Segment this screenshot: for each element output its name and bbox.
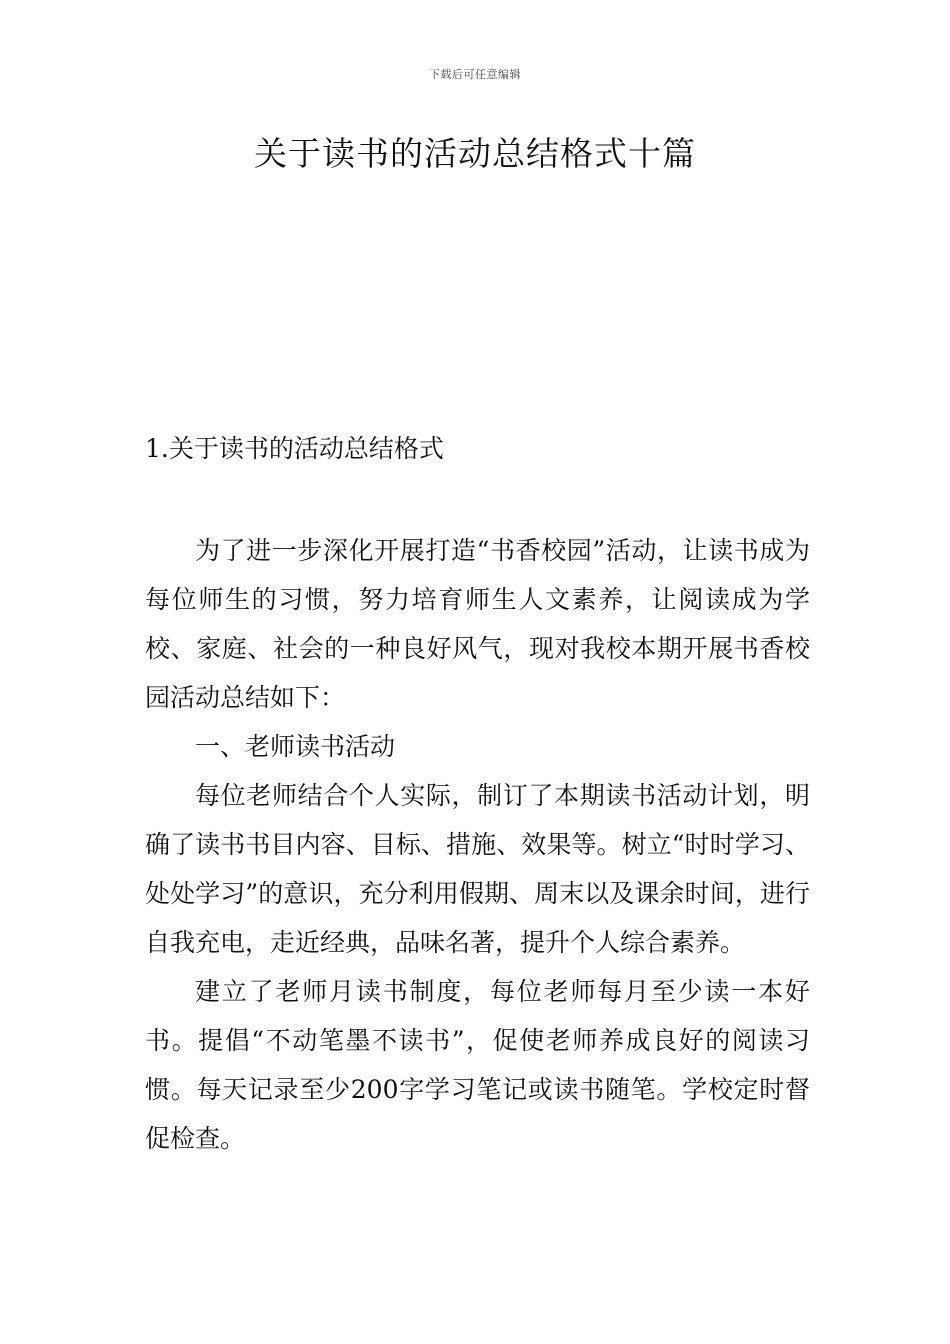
paragraph-monthly-reading: 建立了老师月读书制度，每位老师每月至少读一本好书。提倡“不动笔墨不读书”，促使老师养成良好的阅读习惯。每天记录至少200字学习笔记或读书随笔。学校定时督促检查。 xyxy=(145,977,810,1153)
header-note: 下载后可任意编辑 xyxy=(429,68,521,81)
section-body xyxy=(145,526,810,1163)
document-title: 关于读书的活动总结格式十篇 xyxy=(254,134,696,173)
section-heading: 1.关于读书的活动总结格式 xyxy=(145,434,444,463)
paragraph-intro: 为了进一步深化开展打造“书香校园”活动，让读书成为每位师生的习惯，努力培育师生人文素养，让阅读成为学校、家庭、社会的一种良好风气，现对我校本期开展书香校园活动总结如下： xyxy=(145,536,810,712)
paragraph-teacher-plan: 每位老师结合个人实际，制订了本期读书活动计划，明确了读书书目内容、目标、措施、效果等。树立“时时学习、处处学习”的意识，充分利用假期、周末以及课余时间，进行自我充电，走近经典，品味名著，提升个人综合素养。 xyxy=(145,781,810,957)
subheading-teacher-reading: 一、老师读书活动 xyxy=(195,732,396,761)
